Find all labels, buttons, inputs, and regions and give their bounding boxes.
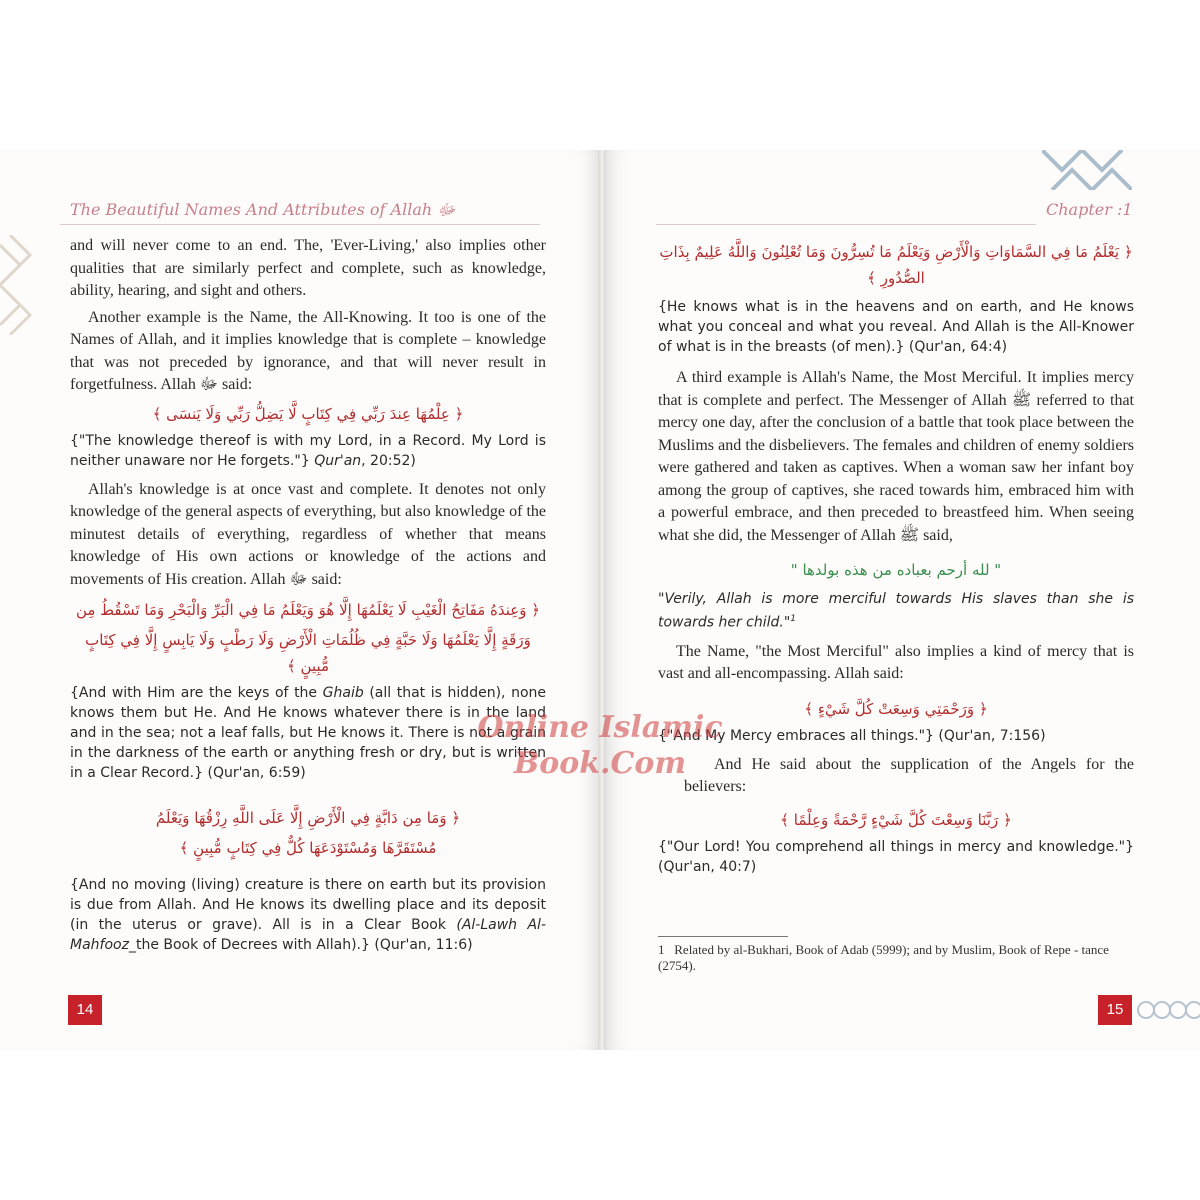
verse-translation (70, 431, 546, 471)
translation-italic: (Al-Lawh Al-Mahfooz (70, 917, 546, 953)
running-head-left: The Beautiful Names And Attributes of Allah ﷻ (70, 200, 456, 219)
book-gutter (598, 150, 606, 1050)
paragraph: A third example is Allah's Name, the Most Merciful. It implies mercy that is complete and perfect. The Messenger of Allah ﷺ referred to that mercy one day, after the conclusion of a battle that took place between the Muslims and the disbelievers. The females and children of enemy soldiers were gathered and taken as captives. When a woman saw her infant boy among the group of captives, she raced towards him, embraced him with a powerful embrace, and then preceded to breastfeed him. When seeing what she did, the Messenger of Allah ﷺ said, (658, 369, 1134, 544)
arabic-verse: ﴿ وَرَحْمَتِي وَسِعَتْ كُلَّ شَيْءٍ ﴾ (804, 699, 988, 718)
right-page (606, 150, 1200, 1050)
arabic-verse: ﴿ عِلْمُهَا عِندَ رَبِّي فِي كِتَابٍ لَّا يَضِلُّ رَبِّي وَلَا يَنسَى ﴾ (152, 404, 464, 423)
verse-translation (658, 726, 1134, 746)
translation-text: "Verily, Allah is more merciful towards His slaves than she is towards her child." (658, 591, 1134, 631)
arabic-verse: ﴿ رَبَّنَا وَسِعْتَ كُلَّ شَيْءٍ رَّحْمَةً وَعِلْمًا ﴾ (780, 810, 1012, 829)
citation: (Qur'an, 40:7) (658, 858, 757, 875)
translation-text: {"The knowledge thereof is with my Lord, in a Record. My Lord is neither unaware nor He forgets."} (70, 432, 546, 469)
watermark-line: Online Islamic (477, 710, 723, 745)
geometric-footer-icon (1136, 998, 1200, 1022)
arabic-verse: ﴿ وَمَا مِن دَابَّةٍ فِي الْأَرْضِ إِلَّا عَلَى اللَّهِ رِزْقُهَا وَيَعْلَمُ (155, 809, 461, 827)
footnote-marker: 1 (790, 614, 797, 624)
verse-translation (658, 297, 1134, 357)
left-column (70, 235, 546, 963)
citation: (Qur'an, 11:6) (374, 937, 473, 953)
translation-text: {"And My Mercy embraces all things."} (658, 727, 934, 744)
page-number-right: 15 (1098, 995, 1132, 1025)
citation: (Qur'an, 7:156) (938, 727, 1046, 744)
header-rule-right (656, 224, 1036, 225)
translation-italic: Ghaib (322, 685, 364, 701)
verse-translation (70, 683, 546, 783)
translation-text: _the Book of Decrees with Allah).} (128, 937, 370, 953)
translation-text: {He knows what is in the heavens and on earth, and He knows what you conceal and what you reveal. And Allah is the All-Knower of what is in the breasts (of men).} (658, 299, 1134, 355)
verse-translation (658, 837, 1134, 877)
arabic-verse: ﴿ يَعْلَمُ مَا فِي السَّمَاوَاتِ وَالْأَرْضِ وَيَعْلَمُ مَا تُسِرُّونَ وَمَا تُعْلِنُونَ وَاللَّهُ عَلِيمٌ بِذَاتِ الصُّدُورِ ﴾ (659, 243, 1133, 287)
hadith-translation (658, 589, 1134, 633)
footnote (658, 942, 1138, 974)
arabic-verse: وَرَقَةٍ إِلَّا يَعْلَمُهَا وَلَا حَبَّةٍ فِي ظُلُمَاتِ الْأَرْضِ وَلَا رَطْبٍ وَلَا يَابِسٍ إِلَّا فِي كِتَابٍ مُّبِينٍ ﴾ (85, 631, 531, 675)
citation: Qur'an, 20:52) (314, 452, 416, 469)
translation-text: {And with Him are the keys of the (70, 685, 323, 701)
citation: (Qur'an, 6:59) (207, 765, 306, 781)
header-rule-left (60, 224, 540, 225)
arabic-verse: ﴿ وَعِندَهُ مَفَاتِحُ الْغَيْبِ لَا يَعْلَمُهَا إِلَّا هُوَ وَيَعْلَمُ مَا فِي الْبَرِّ وَالْبَحْرِ وَمَا تَسْقُطُ مِن (75, 601, 541, 619)
left-page (0, 150, 598, 1050)
arabic-verse: مُسْتَقَرَّهَا وَمُسْتَوْدَعَهَا كُلٌّ فِي كِتَابٍ مُّبِينٍ ﴾ (179, 839, 437, 857)
translation-text: {And no moving (living) creature is there on earth but its provision is due from Allah. And He knows its dwelling place and its deposit (in the uterus or grave). All is in a Clear Book (70, 877, 546, 933)
footnote-text: Related by al-Bukhari, Book of Adab (5999); and by Muslim, Book of Repe - tance (2754). (658, 942, 1109, 973)
paragraph: The Name, "the Most Merciful" also implies a kind of mercy that is vast and all-encompassing. Allah said: (658, 642, 1134, 683)
footnote-rule (658, 936, 788, 937)
translation-text: (all that is hidden), none knows them but He. And He knows whatever there is in the land and in the sea; not a leaf falls, but He knows it. There is not a grain in the darkness of the earth or anything fresh or dry, but is written in a Clear Record.} (70, 685, 547, 781)
translation-text: {"Our Lord! You comprehend all things in mercy and knowledge."} (658, 838, 1134, 855)
paragraph: and will never come to an end. The, 'Ever-Living,' also implies other qualities that are similarly perfect and complete, such as knowledge, ability, hearing, and sight and others. (70, 237, 546, 299)
page-number-left: 14 (68, 995, 102, 1025)
right-column (658, 235, 1134, 885)
paragraph: Another example is the Name, the All-Knowing. It too is one of the Names of Allah, and it implies knowledge that is complete – knowledge that was not preceded by ignorance, and that will never result in forgetfulness. Allah ﷻ said: (70, 308, 546, 393)
book-spread (0, 150, 1200, 1050)
paragraph: And He said about the supplication of the Angels for the believers: (684, 755, 1134, 796)
citation: (Qur'an, 64:4) (908, 339, 1008, 355)
verse-translation (70, 875, 546, 955)
geometric-corner-icon (1042, 150, 1132, 190)
running-head-right: Chapter :1 (1046, 200, 1133, 219)
footnote-number: 1 (658, 942, 665, 957)
watermark-line: Book.Com (513, 746, 687, 781)
paragraph: Allah's knowledge is at once vast and complete. It denotes not only knowledge of the general aspects of everything, but also knowledge of the minutest details of everything, regardless of whether that means knowledge of His own actions or knowledge of the actions and movements of His creation. Allah ﷻ said: (70, 480, 546, 588)
arabic-hadith: " لله أرحم بعباده من هذه بولدها " (790, 561, 1002, 579)
geometric-ornament-icon (0, 235, 40, 335)
